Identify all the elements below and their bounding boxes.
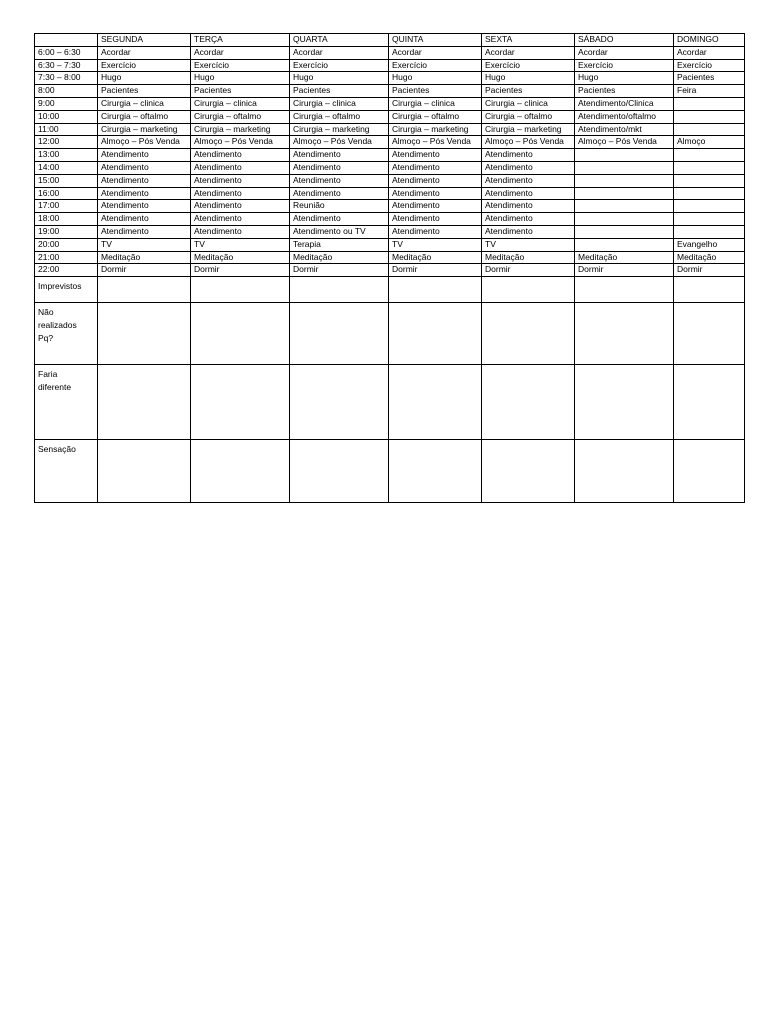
activity-cell-domingo [674,213,745,226]
activity-cell-sexta: Atendimento [482,174,575,187]
activity-cell-sabado [575,174,674,187]
reflection-cell-quarta[interactable] [290,365,389,440]
reflection-cell-quarta[interactable] [290,303,389,365]
activity-cell-segunda: Hugo [98,72,191,85]
activity-cell-quinta: Atendimento [389,225,482,238]
reflection-row [35,303,745,365]
time-slot-cell: 12:00 [35,136,98,149]
reflection-cell-segunda[interactable] [98,277,191,303]
reflection-cell-sabado[interactable] [575,365,674,440]
activity-cell-quarta: Atendimento [290,187,389,200]
activity-cell-quarta: Acordar [290,46,389,59]
activity-cell-segunda: Atendimento [98,149,191,162]
activity-cell-quarta: Cirurgia – clinica [290,97,389,110]
activity-cell-terca: Pacientes [191,85,290,98]
schedule-page [34,33,745,503]
activity-cell-quarta: Atendimento ou TV [290,225,389,238]
activity-cell-quinta: Cirurgia – clinica [389,97,482,110]
reflection-label: Sensação [38,444,76,455]
activity-cell-segunda: Atendimento [98,187,191,200]
activity-cell-quarta: Terapia [290,238,389,251]
activity-cell-quinta: Cirurgia – oftalmo [389,110,482,123]
reflection-cell-sexta[interactable] [482,365,575,440]
reflection-cell-domingo[interactable] [674,365,745,440]
table-row [35,59,745,72]
table-row [35,251,745,264]
activity-cell-quarta: Hugo [290,72,389,85]
table-row [35,136,745,149]
table-row [35,46,745,59]
activity-cell-sexta: Hugo [482,72,575,85]
activity-cell-sabado: Pacientes [575,85,674,98]
activity-cell-domingo [674,97,745,110]
activity-cell-terca: Atendimento [191,187,290,200]
activity-cell-quinta: Dormir [389,264,482,277]
activity-cell-segunda: Meditação [98,251,191,264]
table-row [35,264,745,277]
activity-cell-quarta: Cirurgia – marketing [290,123,389,136]
activity-cell-sabado: Exercício [575,59,674,72]
table-row [35,110,745,123]
header-cell-quarta: QUARTA [290,34,389,47]
activity-cell-quinta: Pacientes [389,85,482,98]
activity-cell-quarta: Almoço – Pós Venda [290,136,389,149]
activity-cell-segunda: Cirurgia – clinica [98,97,191,110]
activity-cell-terca: Almoço – Pós Venda [191,136,290,149]
reflection-cell-segunda[interactable] [98,365,191,440]
activity-cell-sexta: Exercício [482,59,575,72]
reflection-label: Imprevistos [38,281,82,292]
reflection-row [35,365,745,440]
activity-cell-sabado [575,200,674,213]
activity-cell-sexta: Atendimento [482,200,575,213]
reflection-cell-domingo[interactable] [674,440,745,503]
activity-cell-sabado [575,187,674,200]
time-slot-cell: 20:00 [35,238,98,251]
reflection-cell-terca[interactable] [191,277,290,303]
time-slot-cell: 14:00 [35,161,98,174]
header-cell-sabado: SÁBADO [575,34,674,47]
activity-cell-quinta: Atendimento [389,200,482,213]
activity-cell-quarta: Cirurgia – oftalmo [290,110,389,123]
reflection-cell-quarta[interactable] [290,440,389,503]
activity-cell-domingo: Evangelho [674,238,745,251]
activity-cell-terca: Cirurgia – clinica [191,97,290,110]
header-cell-sexta: SEXTA [482,34,575,47]
activity-cell-segunda: Atendimento [98,213,191,226]
activity-cell-quinta: Atendimento [389,161,482,174]
activity-cell-domingo [674,123,745,136]
activity-cell-sabado [575,213,674,226]
activity-cell-terca: Atendimento [191,149,290,162]
reflection-label-cell [35,303,98,365]
reflection-cell-quinta[interactable] [389,440,482,503]
activity-cell-quarta: Dormir [290,264,389,277]
activity-cell-terca: Atendimento [191,161,290,174]
reflection-cell-sabado[interactable] [575,440,674,503]
activity-cell-sabado [575,161,674,174]
table-row [35,123,745,136]
activity-cell-terca: Cirurgia – marketing [191,123,290,136]
activity-cell-domingo [674,187,745,200]
reflection-cell-terca[interactable] [191,365,290,440]
time-slot-cell: 9:00 [35,97,98,110]
activity-cell-domingo [674,200,745,213]
activity-cell-terca: Atendimento [191,200,290,213]
reflection-cell-quarta[interactable] [290,277,389,303]
activity-cell-segunda: Atendimento [98,161,191,174]
time-slot-cell: 22:00 [35,264,98,277]
activity-cell-segunda: TV [98,238,191,251]
reflection-cell-terca[interactable] [191,440,290,503]
reflection-cell-quinta[interactable] [389,303,482,365]
activity-cell-segunda: Dormir [98,264,191,277]
schedule-body [35,34,745,503]
time-slot-cell: 8:00 [35,85,98,98]
activity-cell-quarta: Pacientes [290,85,389,98]
activity-cell-sexta: TV [482,238,575,251]
activity-cell-quinta: Atendimento [389,213,482,226]
activity-cell-terca: Hugo [191,72,290,85]
activity-cell-quinta: Atendimento [389,187,482,200]
activity-cell-sexta: Cirurgia – clinica [482,97,575,110]
activity-cell-sabado: Hugo [575,72,674,85]
activity-cell-sabado: Almoço – Pós Venda [575,136,674,149]
activity-cell-terca: Exercício [191,59,290,72]
activity-cell-sabado: Atendimento/mkt [575,123,674,136]
reflection-cell-domingo[interactable] [674,277,745,303]
activity-cell-sabado [575,225,674,238]
activity-cell-sabado [575,238,674,251]
header-cell-segunda: SEGUNDA [98,34,191,47]
activity-cell-quinta: Cirurgia – marketing [389,123,482,136]
reflection-cell-sexta[interactable] [482,440,575,503]
activity-cell-sexta: Pacientes [482,85,575,98]
activity-cell-segunda: Almoço – Pós Venda [98,136,191,149]
activity-cell-quinta: Hugo [389,72,482,85]
activity-cell-quarta: Meditação [290,251,389,264]
activity-cell-quarta: Atendimento [290,174,389,187]
activity-cell-quarta: Reunião [290,200,389,213]
table-row [35,85,745,98]
time-slot-cell: 15:00 [35,174,98,187]
activity-cell-segunda: Exercício [98,59,191,72]
reflection-cell-sabado[interactable] [575,277,674,303]
activity-cell-sexta: Atendimento [482,149,575,162]
activity-cell-domingo: Acordar [674,46,745,59]
activity-cell-quarta: Atendimento [290,161,389,174]
activity-cell-domingo [674,225,745,238]
table-row [35,161,745,174]
table-row [35,72,745,85]
table-row [35,97,745,110]
activity-cell-quinta: Almoço – Pós Venda [389,136,482,149]
activity-cell-quinta: Acordar [389,46,482,59]
activity-cell-segunda: Cirurgia – oftalmo [98,110,191,123]
time-slot-cell: 16:00 [35,187,98,200]
header-cell-quinta: QUINTA [389,34,482,47]
time-slot-cell: 10:00 [35,110,98,123]
activity-cell-sexta: Almoço – Pós Venda [482,136,575,149]
activity-cell-segunda: Atendimento [98,200,191,213]
time-slot-cell: 19:00 [35,225,98,238]
header-cell-domingo: DOMINGO [674,34,745,47]
activity-cell-segunda: Atendimento [98,174,191,187]
header-cell-terca: TERÇA [191,34,290,47]
table-row [35,238,745,251]
reflection-row [35,277,745,303]
activity-cell-quarta: Atendimento [290,149,389,162]
reflection-label-cell [35,277,98,303]
activity-cell-segunda: Pacientes [98,85,191,98]
table-row [35,149,745,162]
activity-cell-domingo: Exercício [674,59,745,72]
reflection-cell-domingo[interactable] [674,303,745,365]
activity-cell-quinta: Atendimento [389,174,482,187]
activity-cell-domingo: Meditação [674,251,745,264]
activity-cell-segunda: Acordar [98,46,191,59]
activity-cell-domingo: Feira [674,85,745,98]
header-cell-corner [35,34,98,47]
activity-cell-domingo [674,110,745,123]
time-slot-cell: 18:00 [35,213,98,226]
time-slot-cell: 7:30 – 8:00 [35,72,98,85]
activity-cell-terca: Dormir [191,264,290,277]
table-row [35,213,745,226]
activity-cell-domingo [674,149,745,162]
activity-cell-quinta: TV [389,238,482,251]
time-slot-cell: 6:00 – 6:30 [35,46,98,59]
activity-cell-sexta: Atendimento [482,187,575,200]
activity-cell-domingo: Pacientes [674,72,745,85]
time-slot-cell: 6:30 – 7:30 [35,59,98,72]
time-slot-cell: 17:00 [35,200,98,213]
activity-cell-terca: Atendimento [191,213,290,226]
activity-cell-sexta: Meditação [482,251,575,264]
reflection-cell-sabado[interactable] [575,303,674,365]
activity-cell-sexta: Dormir [482,264,575,277]
activity-cell-sexta: Atendimento [482,213,575,226]
activity-cell-sexta: Atendimento [482,225,575,238]
activity-cell-sabado: Meditação [575,251,674,264]
activity-cell-segunda: Cirurgia – marketing [98,123,191,136]
reflection-label: Não realizados Pq? [38,307,77,344]
activity-cell-quinta: Atendimento [389,149,482,162]
table-row [35,174,745,187]
reflection-label-cell [35,365,98,440]
activity-cell-sabado: Dormir [575,264,674,277]
reflection-row [35,440,745,503]
activity-cell-segunda: Atendimento [98,225,191,238]
activity-cell-sexta: Acordar [482,46,575,59]
activity-cell-terca: Acordar [191,46,290,59]
activity-cell-terca: Atendimento [191,174,290,187]
time-slot-cell: 13:00 [35,149,98,162]
table-row [35,187,745,200]
activity-cell-sexta: Cirurgia – oftalmo [482,110,575,123]
activity-cell-quarta: Exercício [290,59,389,72]
reflection-label-cell [35,440,98,503]
reflection-label: Faria diferente [38,369,72,393]
activity-cell-terca: Atendimento [191,225,290,238]
activity-cell-terca: Cirurgia – oftalmo [191,110,290,123]
reflection-cell-sexta[interactable] [482,277,575,303]
activity-cell-terca: TV [191,238,290,251]
reflection-cell-quinta[interactable] [389,277,482,303]
activity-cell-sabado: Atendimento/oftalmo [575,110,674,123]
activity-cell-sexta: Cirurgia – marketing [482,123,575,136]
activity-cell-domingo: Almoço [674,136,745,149]
reflection-cell-sexta[interactable] [482,303,575,365]
activity-cell-sabado: Acordar [575,46,674,59]
activity-cell-quinta: Meditação [389,251,482,264]
activity-cell-sabado [575,149,674,162]
reflection-cell-quinta[interactable] [389,365,482,440]
activity-cell-domingo [674,174,745,187]
table-row [35,225,745,238]
reflection-cell-segunda[interactable] [98,440,191,503]
time-slot-cell: 11:00 [35,123,98,136]
activity-cell-sexta: Atendimento [482,161,575,174]
activity-cell-terca: Meditação [191,251,290,264]
table-row [35,200,745,213]
weekly-schedule-table [34,33,745,503]
reflection-cell-segunda[interactable] [98,303,191,365]
activity-cell-quarta: Atendimento [290,213,389,226]
header-row [35,34,745,47]
activity-cell-sabado: Atendimento/Clinica [575,97,674,110]
reflection-cell-terca[interactable] [191,303,290,365]
activity-cell-domingo [674,161,745,174]
time-slot-cell: 21:00 [35,251,98,264]
activity-cell-domingo: Dormir [674,264,745,277]
activity-cell-quinta: Exercício [389,59,482,72]
